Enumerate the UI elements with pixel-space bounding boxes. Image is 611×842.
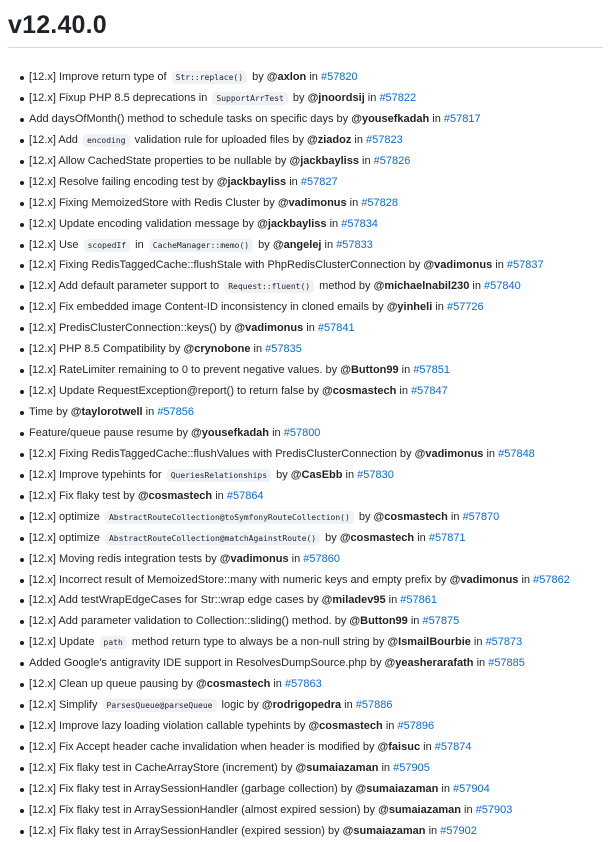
pull-request-link[interactable]: #57904 (453, 782, 490, 795)
change-text: in (473, 657, 489, 670)
change-text: by (249, 71, 267, 83)
pull-request-link[interactable]: #57835 (265, 343, 302, 356)
author-link[interactable]: @cosmastech (339, 531, 415, 544)
pull-request-link[interactable]: #57873 (485, 636, 523, 649)
change-text: [12.x] Improve lazy loading violation callable typehints by (29, 720, 309, 733)
change-text: in (414, 531, 429, 544)
change-text: in (326, 217, 342, 230)
author-link[interactable]: @sumaiazaman (295, 761, 379, 774)
change-text: [12.x] Fixup PHP 8.5 deprecations in (29, 91, 211, 104)
pull-request-link[interactable]: #57820 (320, 71, 358, 83)
change-text: in (470, 636, 486, 649)
author-link[interactable]: @IsmailBourbie (387, 636, 471, 649)
change-text: by (273, 468, 291, 481)
pull-request-link[interactable]: #57896 (397, 720, 435, 733)
pull-request-link[interactable]: #57860 (303, 552, 340, 565)
author-link[interactable]: @cosmastech (322, 385, 397, 398)
author-link[interactable]: @yeasherarafath (384, 657, 474, 670)
change-text: in (518, 573, 534, 586)
author-link[interactable]: @crynobone (183, 343, 251, 356)
change-text: [12.x] Add (29, 133, 81, 146)
change-text: in (429, 112, 444, 125)
change-text: in (420, 741, 435, 753)
change-text: [12.x] Fix flaky test in CacheArrayStore (increment) by (29, 761, 296, 774)
change-text: in (212, 489, 227, 502)
author-link[interactable]: @miladev95 (321, 594, 386, 607)
inline-code: Request::fluent() (224, 280, 314, 293)
pull-request-link[interactable]: #57823 (366, 133, 403, 146)
change-item (20, 632, 603, 653)
change-text: in (142, 406, 158, 418)
change-item (20, 402, 603, 423)
change-text: [12.x] Fix embedded image Content-ID inconsistency in cloned emails by (29, 301, 387, 314)
change-text: in (346, 196, 362, 209)
change-item (20, 318, 603, 339)
change-text: in (288, 552, 304, 565)
author-link[interactable]: @jackbayliss (257, 217, 327, 230)
change-text: in (358, 154, 374, 167)
pull-request-link[interactable]: #57848 (498, 447, 535, 460)
change-text: in (341, 699, 356, 712)
change-item (20, 130, 603, 151)
change-item (20, 570, 603, 591)
change-text: in (351, 133, 367, 146)
change-item (20, 360, 603, 381)
author-link[interactable]: @sumaiazaman (355, 782, 439, 795)
author-link[interactable]: @yinheli (386, 301, 433, 314)
author-link[interactable]: @jackbayliss (289, 154, 359, 167)
author-link[interactable]: @jnoordsij (307, 91, 365, 104)
release-title: v12.40.0 (8, 11, 107, 39)
change-text: [12.x] Add testWrapEdgeCases for Str::wrap edge cases by (29, 594, 322, 607)
change-text: Time by (29, 406, 71, 418)
change-text: method by (316, 280, 374, 293)
change-item (20, 507, 603, 528)
author-link[interactable]: @cosmastech (373, 510, 448, 523)
inline-code: encoding (83, 134, 130, 147)
change-text: [12.x] Update (29, 636, 98, 649)
change-text: [12.x] Use (29, 238, 82, 251)
change-text: [12.x] Fix flaky test in ArraySessionHandler (expired session) by (29, 824, 343, 837)
pull-request-link[interactable]: #57902 (440, 824, 477, 837)
author-link[interactable]: @cosmastech (308, 720, 383, 733)
pull-request-link[interactable]: #57886 (355, 699, 393, 712)
change-text: in (398, 364, 414, 377)
change-item (20, 423, 603, 444)
change-text: [12.x] Moving redis integration tests by (29, 552, 220, 565)
change-text: [12.x] Fixing RedisTaggedCache::flushValues with PredisClusterConnection by (29, 447, 415, 460)
pull-request-link[interactable]: #57833 (336, 238, 373, 251)
pull-request-link[interactable]: #57830 (357, 468, 394, 481)
change-text: Feature/queue pause resume by (29, 426, 192, 439)
pull-request-link[interactable]: #57817 (443, 112, 481, 125)
change-text: by (255, 238, 273, 251)
change-text: by (289, 91, 308, 104)
pull-request-link[interactable]: #57841 (317, 322, 355, 335)
pull-request-link[interactable]: #57822 (379, 91, 417, 104)
pull-request-link[interactable]: #57834 (341, 217, 378, 230)
pull-request-link[interactable]: #57851 (413, 364, 451, 377)
inline-code: ParsesQueue@parseQueue (103, 699, 217, 712)
change-item (20, 151, 603, 172)
change-text: in (460, 803, 476, 816)
change-text: [12.x] Fix Accept header cache invalidation when header is modified by (29, 741, 378, 753)
change-text: in (342, 468, 358, 481)
change-text: in (378, 761, 394, 774)
change-text: in (303, 322, 318, 335)
change-item (20, 235, 603, 256)
change-text: [12.x] Fix flaky test by (29, 489, 138, 502)
change-item (20, 674, 603, 695)
change-text: in (469, 280, 485, 293)
author-link[interactable]: @vadimonus (277, 196, 347, 209)
change-item (20, 779, 603, 800)
change-text: [12.x] optimize (29, 510, 103, 523)
author-link[interactable]: @sumaiazaman (342, 824, 426, 837)
pull-request-link[interactable]: #57800 (283, 426, 321, 439)
pull-request-link[interactable]: #57861 (400, 594, 438, 607)
change-text: in (492, 259, 507, 272)
pull-request-link[interactable]: #57827 (300, 175, 338, 188)
pull-request-link[interactable]: #57903 (475, 803, 513, 816)
inline-code: Str::replace() (172, 71, 247, 84)
change-text: [12.x] Add parameter validation to Collection::sliding() method. by (29, 615, 350, 628)
pull-request-link[interactable]: #57726 (446, 301, 484, 314)
pull-request-link[interactable]: #57856 (157, 406, 195, 418)
inline-code: CacheManager::memo() (149, 239, 253, 252)
pull-request-link[interactable]: #57862 (533, 573, 570, 586)
author-link[interactable]: @vadimonus (234, 322, 304, 335)
change-text: [12.x] Fixing RedisTaggedCache::flushStale with PhpRedisClusterConnection by (29, 259, 424, 272)
change-item (20, 381, 603, 402)
change-text: [12.x] Fix flaky test in ArraySessionHandler (garbage collection) by (29, 782, 356, 795)
change-text: in (385, 594, 401, 607)
pull-request-link[interactable]: #57837 (506, 259, 544, 272)
change-item (20, 800, 603, 821)
change-text: in (447, 510, 463, 523)
author-link[interactable]: @yousefkadah (191, 426, 270, 439)
pull-request-link[interactable]: #57875 (422, 615, 460, 628)
change-item (20, 255, 603, 276)
change-text: in (250, 343, 266, 356)
change-text: [12.x] Fixing MemoizedStore with Redis Cluster by (29, 196, 278, 209)
change-text: [12.x] Incorrect result of MemoizedStore::many with numeric keys and empty prefix by (29, 573, 450, 586)
change-item (20, 758, 603, 779)
author-link[interactable]: @taylorotwell (70, 406, 143, 418)
pull-request-link[interactable]: #57874 (434, 741, 472, 753)
change-item (20, 716, 603, 737)
change-text: method return type to always be a non-null string by (128, 636, 388, 649)
change-text: [12.x] RateLimiter remaining to 0 to prevent negative values. by (29, 364, 341, 377)
change-text: in (321, 238, 337, 251)
change-text: by (322, 531, 340, 544)
author-link[interactable]: @Button99 (349, 615, 408, 628)
author-link[interactable]: @CasEbb (290, 468, 343, 481)
author-link[interactable]: @cosmastech (195, 678, 271, 691)
change-item (20, 821, 603, 842)
pull-request-link[interactable]: #57905 (393, 761, 430, 774)
change-item (20, 653, 603, 674)
change-text: [12.x] PredisClusterConnection::keys() by (29, 322, 235, 335)
change-text: in (396, 385, 412, 398)
change-text: in (286, 175, 301, 188)
change-text: validation rule for uploaded files by (131, 133, 308, 146)
pull-request-link[interactable]: #57870 (462, 510, 500, 523)
change-item (20, 444, 603, 465)
change-text: [12.x] Update encoding validation message by (29, 217, 258, 230)
title-divider (8, 47, 603, 48)
change-text: [12.x] Allow CachedState properties to be nullable by (29, 154, 290, 167)
change-item (20, 109, 603, 130)
change-text: [12.x] PHP 8.5 Compatibility by (29, 343, 184, 356)
change-text: [12.x] Simplify (29, 699, 101, 712)
inline-code: SupportArrTest (212, 92, 287, 105)
change-text: [12.x] Update RequestException@report() to return false by (29, 385, 323, 398)
change-item (20, 737, 603, 758)
change-text: [12.x] optimize (29, 531, 103, 544)
pull-request-link[interactable]: #57871 (428, 531, 466, 544)
pull-request-link[interactable]: #57885 (488, 657, 525, 670)
change-text: [12.x] Clean up queue pausing by (29, 678, 196, 691)
pull-request-link[interactable]: #57828 (361, 196, 399, 209)
author-link[interactable]: @ziadoz (307, 133, 352, 146)
author-link[interactable]: @yousefkadah (351, 112, 430, 125)
change-item (20, 695, 603, 716)
author-link[interactable]: @sumaiazaman (378, 803, 461, 816)
change-item (20, 276, 603, 297)
author-link[interactable]: @axlon (266, 71, 307, 83)
change-item (20, 339, 603, 360)
changes-list (8, 67, 603, 842)
change-text: in (432, 301, 447, 314)
change-item (20, 465, 603, 486)
change-text: in (438, 782, 454, 795)
author-link[interactable]: @vadimonus (423, 259, 493, 272)
author-link[interactable]: @faisuc (377, 741, 421, 753)
change-text: in (306, 71, 321, 83)
change-text: in (407, 615, 423, 628)
change-text: in (364, 91, 380, 104)
change-text: [12.x] Resolve failing encoding test by (29, 175, 217, 188)
change-text: Add daysOfMonth() method to schedule tasks on specific days by (29, 112, 352, 125)
change-item (20, 486, 603, 507)
author-link[interactable]: @rodrigopedra (261, 699, 342, 712)
change-text: in (269, 426, 284, 439)
author-link[interactable]: @vadimonus (414, 447, 484, 460)
change-item (20, 88, 603, 109)
change-text: [12.x] Improve return type of (29, 71, 170, 83)
change-text: by (355, 510, 374, 523)
change-text: in (483, 447, 499, 460)
change-item (20, 193, 603, 214)
change-text: in (132, 238, 147, 251)
change-text: logic by (218, 699, 262, 712)
change-text: [12.x] Improve typehints for (29, 468, 165, 481)
change-item (20, 297, 603, 318)
author-link[interactable]: @Button99 (340, 364, 399, 377)
change-item (20, 67, 603, 88)
inline-code: QueriesRelationships (167, 469, 271, 482)
inline-code: AbstractRouteCollection@matchAgainstRoute() (105, 532, 320, 545)
author-link[interactable]: @cosmastech (137, 489, 213, 502)
pull-request-link[interactable]: #57864 (226, 489, 264, 502)
pull-request-link[interactable]: #57847 (411, 385, 448, 398)
author-link[interactable]: @vadimonus (449, 573, 519, 586)
author-link[interactable]: @jackbayliss (216, 175, 287, 188)
change-item (20, 172, 603, 193)
inline-code: path (100, 636, 127, 649)
change-text: in (382, 720, 398, 733)
pull-request-link[interactable]: #57826 (373, 154, 411, 167)
change-item (20, 528, 603, 549)
change-text: [12.x] Fix flaky test in ArraySessionHandler (almost expired session) by (29, 803, 379, 816)
author-link[interactable]: @angelej (272, 238, 322, 251)
change-text: Added Google's antigravity IDE support in ResolvesDumpSource.php by (29, 657, 385, 670)
author-link[interactable]: @michaelnabil230 (373, 280, 470, 293)
change-item (20, 214, 603, 235)
pull-request-link[interactable]: #57840 (484, 280, 521, 293)
change-item (20, 590, 603, 611)
change-item (20, 611, 603, 632)
inline-code: scopedIf (84, 239, 131, 252)
change-text: in (270, 678, 285, 691)
inline-code: AbstractRouteCollection@toSymfonyRouteCollection() (105, 511, 354, 524)
change-item (20, 549, 603, 570)
author-link[interactable]: @vadimonus (219, 552, 289, 565)
change-text: in (425, 824, 441, 837)
change-text: [12.x] Add default parameter support to (29, 280, 223, 293)
pull-request-link[interactable]: #57863 (284, 678, 322, 691)
